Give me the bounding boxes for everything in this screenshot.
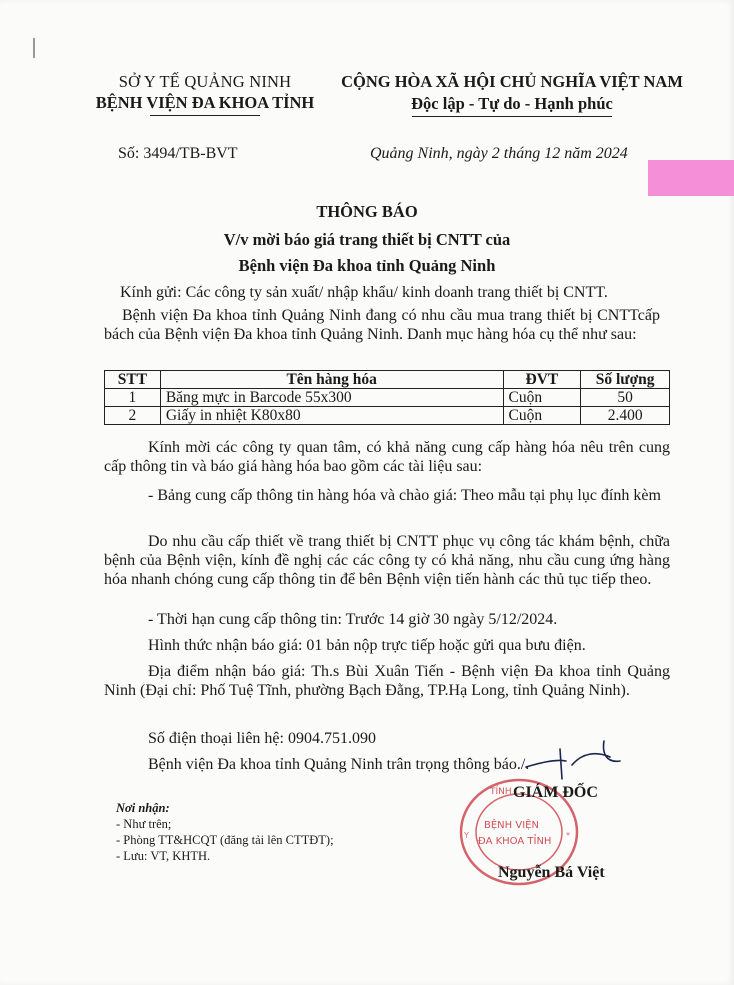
paragraph-urgency: Do nhu cầu cấp thiết về trang thiết bị CNTT phục vụ công tác khám bệnh, chữa bệnh của Bệnh viện, kính đề nghị các các công ty có khả năng, nhu cầu cung ứng hàng hóa nhanh chóng cung cấp thông tin để bên Bệnh viện tiến hành các thủ tục tiếp theo.	[104, 533, 670, 588]
cell-quantity: 2.400	[581, 407, 670, 425]
recipients-heading: Nơi nhận:	[116, 801, 170, 815]
document-subject-line-1: V/v mời báo giá trang thiết bị CNTT của	[223, 230, 511, 249]
margin-mark	[33, 38, 35, 58]
cell-name: Băng mực in Barcode 55x300	[160, 389, 503, 407]
col-header-stt: STT	[105, 371, 161, 389]
cell-stt: 1	[105, 389, 161, 407]
republic-name: CỘNG HÒA XÃ HỘI CHỦ NGHĨA VIỆT NAM	[341, 72, 683, 91]
col-header-quantity: Số lượng	[581, 371, 670, 389]
col-header-name: Tên hàng hóa	[160, 371, 503, 389]
paragraph-closing: Bệnh viện Đa khoa tỉnh Quảng Ninh trân trọng thông báo./.	[148, 756, 530, 773]
recipient-item: - Phòng TT&HCQT (đăng tải lên CTTĐT);	[116, 833, 334, 847]
signature-scribble-icon	[520, 735, 630, 785]
paragraph-attachment: - Bảng cung cấp thông tin hàng hóa và chào giá: Theo mẫu tại phụ lục đính kèm	[148, 487, 661, 504]
cell-quantity: 50	[581, 389, 670, 407]
cell-stt: 2	[105, 407, 161, 425]
national-header	[322, 72, 702, 117]
recipients-block	[116, 800, 334, 864]
svg-text:BỆNH VIỆN: BỆNH VIỆN	[484, 820, 539, 831]
issuer-underline	[150, 115, 260, 116]
cell-unit: Cuộn	[503, 389, 581, 407]
svg-text:*: *	[566, 831, 570, 840]
paragraph-intro: Bệnh viện Đa khoa tỉnh Quảng Ninh đang có nhu cầu mua trang thiết bị CNTTcấp bách của Bệnh viện Đa khoa tỉnh Quảng Ninh. Danh mục hàng hóa cụ thể như sau:	[104, 307, 660, 343]
paragraph-phone: Số điện thoại liên hệ: 0904.751.090	[148, 730, 376, 747]
svg-text:TỈNH: TỈNH	[490, 787, 512, 797]
cell-unit: Cuộn	[503, 407, 581, 425]
paragraph-deadline: - Thời hạn cung cấp thông tin: Trước 14 giờ 30 ngày 5/12/2024.	[148, 611, 558, 628]
paragraph-invitation: Kính mời các công ty quan tâm, có khả năng cung cấp hàng hóa nêu trên cung cấp thông tin và báo giá hàng hóa bao gồm các tài liệu sau:	[104, 439, 670, 475]
addressee-line: Kính gửi: Các công ty sản xuất/ nhập khẩu/ kinh doanh trang thiết bị CNTT.	[120, 284, 608, 301]
signer-name: Nguyễn Bá Việt	[498, 864, 605, 881]
col-header-unit: ĐVT	[503, 371, 581, 389]
table-row	[105, 407, 670, 425]
svg-text:Y: Y	[464, 831, 469, 840]
table-header-row	[105, 371, 670, 389]
issuer-block	[70, 72, 340, 116]
recipient-item: - Lưu: VT, KHTH.	[116, 849, 211, 863]
recipient-item: - Như trên;	[116, 817, 172, 831]
department-name: SỞ Y TẾ QUẢNG NINH	[118, 72, 292, 91]
national-motto: Độc lập - Tự do - Hạnh phúc	[411, 94, 613, 113]
document-subject-line-2: Bệnh viện Đa khoa tỉnh Quảng Ninh	[238, 256, 496, 275]
redaction-mark	[648, 160, 734, 196]
document-title: THÔNG BÁO	[316, 202, 418, 221]
hospital-name: BỆNH VIỆN ĐA KHOA TỈNH	[95, 93, 315, 112]
document-number: Số: 3494/TB-BVT	[118, 145, 238, 162]
paragraph-submission-method: Hình thức nhận báo giá: 01 bản nộp trực tiếp hoặc gửi qua bưu điện.	[148, 637, 586, 654]
motto-underline	[412, 116, 612, 117]
signer-title: GIÁM ĐỐC	[513, 784, 598, 801]
table-row	[105, 389, 670, 407]
paragraph-submission-address: Địa điểm nhận báo giá: Th.s Bùi Xuân Tiến - Bệnh viện Đa khoa tỉnh Quảng Ninh (Đại chỉ: Phố Tuệ Tĩnh, phường Bạch Đằng, TP.Hạ Long, tỉnh Quảng Ninh).	[104, 663, 670, 699]
cell-name: Giấy in nhiệt K80x80	[160, 407, 503, 425]
goods-table	[104, 370, 670, 425]
document-date: Quảng Ninh, ngày 2 tháng 12 năm 2024	[370, 145, 628, 162]
svg-text:ĐA KHOA TỈNH: ĐA KHOA TỈNH	[478, 836, 552, 847]
